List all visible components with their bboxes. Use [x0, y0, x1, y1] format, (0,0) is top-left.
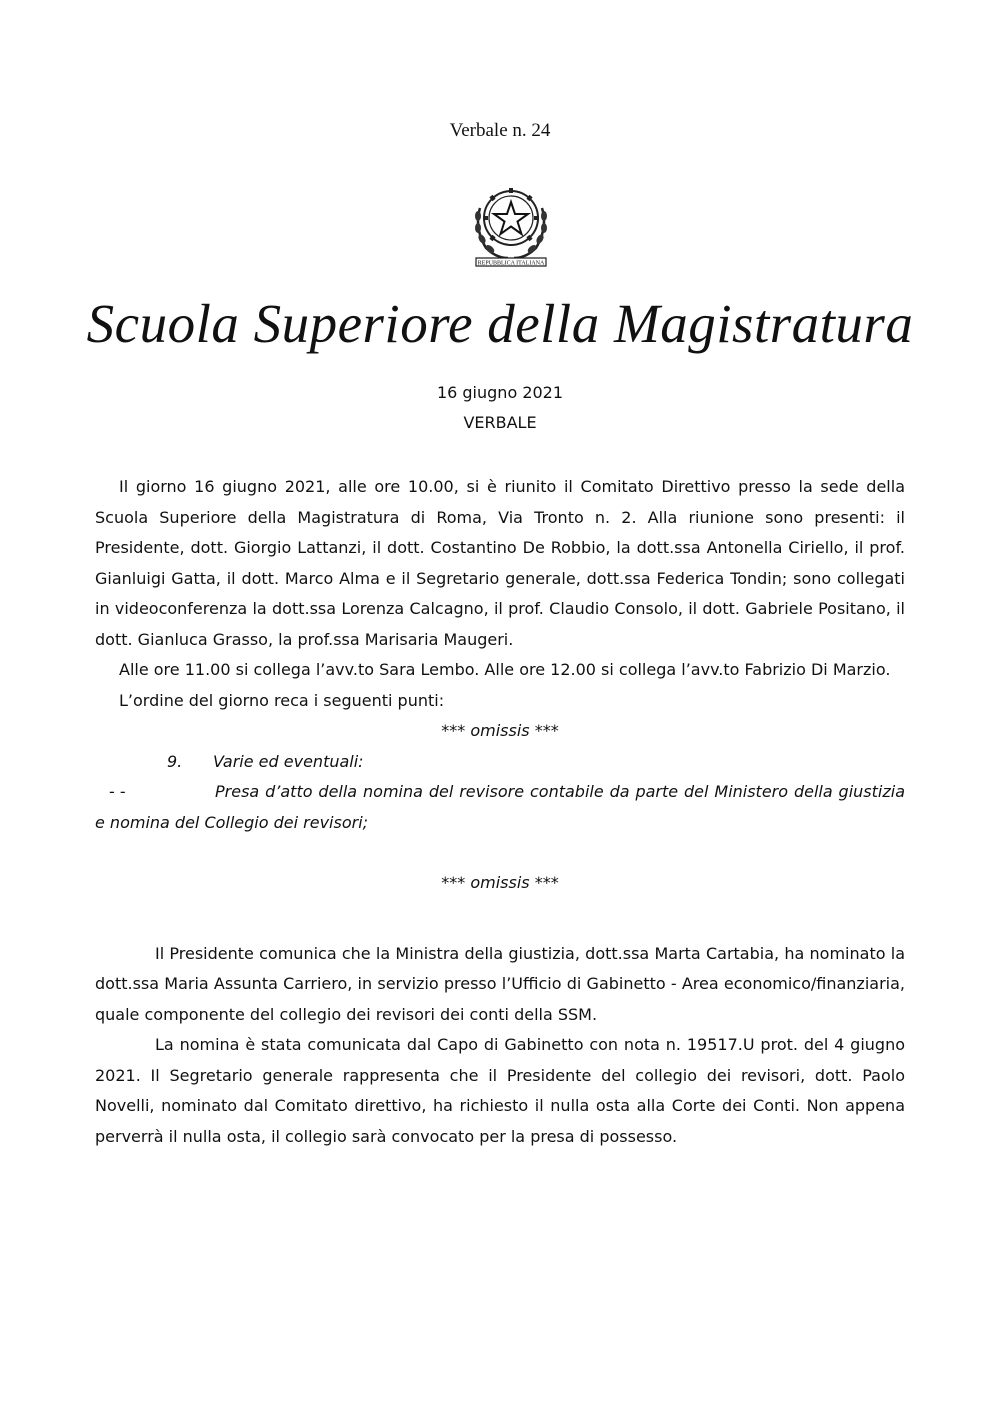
emblem-ribbon-text: REPUBBLICA ITALIANA [477, 260, 545, 267]
document-type: VERBALE [463, 413, 537, 432]
document-body [95, 472, 905, 1152]
paragraph-connections: Alle ore 11.00 si collega l’avv.to Sara Lembo. Alle ore 12.00 si collega l’avv.to Fabrizio Di Marzio. [119, 660, 891, 679]
agenda-item-label: Varie ed eventuali: [213, 751, 364, 771]
paragraph-agenda-intro: L’ordine del giorno reca i seguenti punti: [119, 690, 445, 710]
verbale-number: Verbale n. 24 [449, 120, 551, 141]
paragraph-appointment: Il Presidente comunica che la Ministra della giustizia, dott.ssa Marta Cartabia, ha nominato la dott.ssa Maria Assunta Carriero, in servizio presso l’Ufficio di Gabinetto - Area economico/finanziaria, quale componente del collegio dei revisori dei conti della SSM. [95, 943, 905, 1024]
institution-title: Scuola Superiore della Magistratura [86, 293, 914, 354]
omissis-marker: *** omissis *** [441, 721, 559, 740]
agenda-item [95, 747, 905, 778]
paragraph-communication: La nomina è stata comunicata dal Capo di Gabinetto con nota n. 19517.U prot. del 4 giugno 2021. Il Segretario generale rappresenta che il Presidente del collegio dei revisori, dott. Paolo Novelli, nominato dal Comitato direttivo, ha richiesto il nulla osta alla Corte dei Conti. Non appena perverrà il nulla osta, il collegio sarà convocato per la presa di possesso. [95, 1035, 905, 1146]
paragraph-attendance: Il giorno 16 giugno 2021, alle ore 10.00, si è riunito il Comitato Direttivo presso la sede della Scuola Superiore della Magistratura di Roma, Via Tronto n. 2. Alla riunione sono presenti: il Presidente, dott. Giorgio Lattanzi, il dott. Costantino De Robbio, la dott.ssa Antonella Ciriello, il prof. Gianluigi Gatta, il dott. Marco Alma e il Segretario generale, dott.ssa Federica Tondin; sono collegati in videoconferenza la dott.ssa Lorenza Calcagno, il prof. Claudio Consolo, il dott. Gabriele Positano, il dott. Gianluca Grasso, la prof.ssa Marisaria Maugeri. [95, 477, 905, 649]
sub-item-dash: - - [109, 782, 126, 801]
agenda-sub-item [95, 777, 905, 838]
italian-republic-emblem-icon [468, 178, 554, 270]
omissis-marker: *** omissis *** [441, 873, 559, 892]
document-date: 16 giugno 2021 [436, 383, 564, 402]
agenda-item-number: 9. [167, 751, 183, 771]
sub-item-text: Presa d’atto della nomina del revisore contabile da parte del Ministero della giustizia e nomina del Collegio dei revisori; [95, 782, 905, 832]
